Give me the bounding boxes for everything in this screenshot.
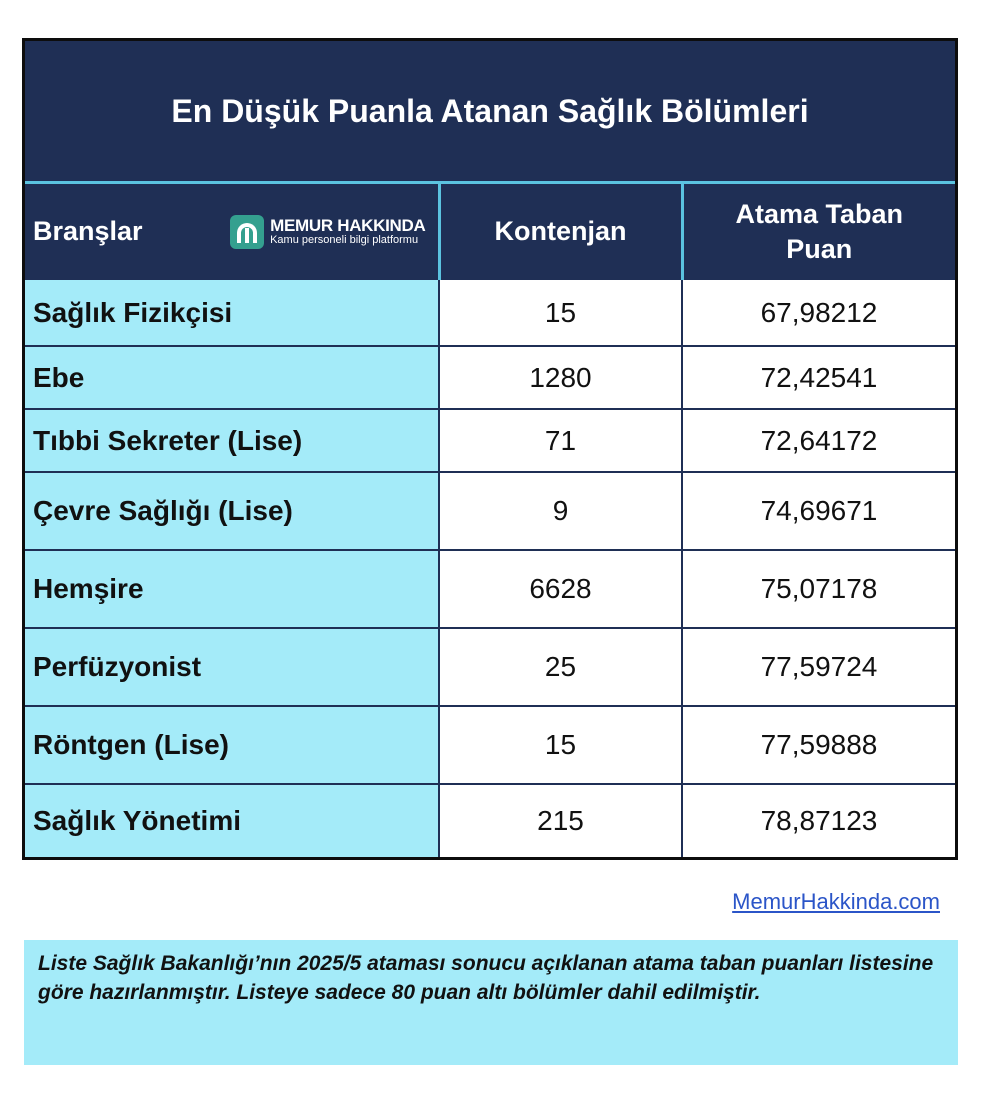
table-row xyxy=(25,409,955,472)
branch-cell: Hemşire xyxy=(25,550,439,628)
column-header-quota: Kontenjan xyxy=(439,184,682,280)
logo-name: MEMUR HAKKINDA xyxy=(270,216,426,236)
table-row xyxy=(25,628,955,706)
table-title: En Düşük Puanla Atanan Sağlık Bölümleri xyxy=(25,41,955,184)
score-cell: 75,07178 xyxy=(682,550,955,628)
source-link[interactable]: MemurHakkinda.com xyxy=(732,889,940,914)
score-cell: 72,64172 xyxy=(682,409,955,472)
score-table-container xyxy=(22,38,958,860)
score-cell: 77,59888 xyxy=(682,706,955,784)
table-row xyxy=(25,346,955,409)
quota-cell: 25 xyxy=(439,628,682,706)
quota-cell: 71 xyxy=(439,409,682,472)
column-header-score xyxy=(682,184,955,280)
branch-cell: Tıbbi Sekreter (Lise) xyxy=(25,409,439,472)
memur-hakkinda-logo-icon xyxy=(230,215,264,249)
branch-cell: Perfüzyonist xyxy=(25,628,439,706)
score-cell: 72,42541 xyxy=(682,346,955,409)
footnote-text: Liste Sağlık Bakanlığı’nın 2025/5 ataması sonucu açıklanan atama taban puanları listesine göre hazırlanmıştır. Listeye sadece 80 puan altı bölümler dahil edilmiştir. xyxy=(38,952,934,1004)
table-row xyxy=(25,550,955,628)
logo-tagline: Kamu personeli bilgi platformu xyxy=(270,234,419,247)
quota-cell: 1280 xyxy=(439,346,682,409)
table-header-row xyxy=(25,184,955,280)
quota-cell: 215 xyxy=(439,784,682,857)
table-row xyxy=(25,280,955,346)
table-row xyxy=(25,472,955,550)
quota-cell: 6628 xyxy=(439,550,682,628)
quota-cell: 15 xyxy=(439,280,682,346)
score-header-line2: Puan xyxy=(786,234,853,264)
score-cell: 77,59724 xyxy=(682,628,955,706)
score-cell: 78,87123 xyxy=(682,784,955,857)
score-cell: 74,69671 xyxy=(682,472,955,550)
table-row xyxy=(25,784,955,857)
branch-cell: Sağlık Fizikçisi xyxy=(25,280,439,346)
score-header-line1: Atama Taban xyxy=(735,198,904,229)
score-table xyxy=(25,184,955,857)
table-row xyxy=(25,706,955,784)
branch-header-label: Branşlar xyxy=(33,216,143,247)
branch-cell: Çevre Sağlığı (Lise) xyxy=(25,472,439,550)
column-header-branch xyxy=(25,184,439,280)
quota-cell: 15 xyxy=(439,706,682,784)
branch-cell: Sağlık Yönetimi xyxy=(25,784,439,857)
score-cell: 67,98212 xyxy=(682,280,955,346)
branch-cell: Röntgen (Lise) xyxy=(25,706,439,784)
memur-hakkinda-logo xyxy=(230,215,425,249)
quota-cell: 9 xyxy=(439,472,682,550)
footnote-box xyxy=(24,940,958,1065)
branch-cell: Ebe xyxy=(25,346,439,409)
